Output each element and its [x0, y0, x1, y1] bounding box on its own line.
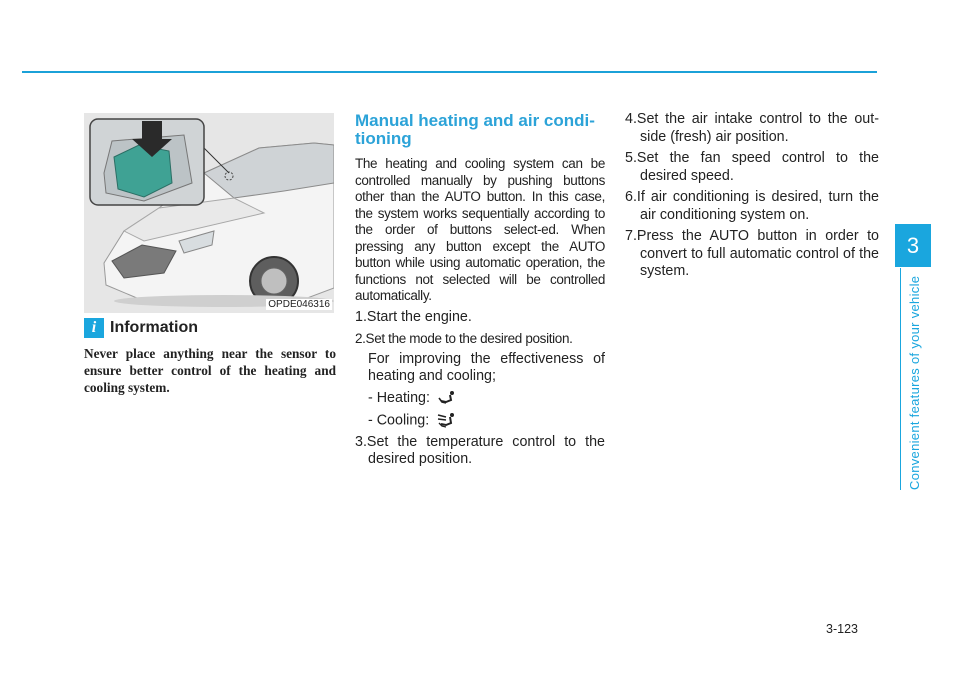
- section-intro: The heating and cooling system can be controlled manually by pushing buttons other than the AUTO button. In this case, the system works sequentially according to the order of buttons select-ed. When pressing any button except the AUTO button while using automatic operation, the functions not selected will be controlled automatically.: [355, 156, 605, 303]
- step-4: 4.Set the air intake control to the out-side (fresh) air position.: [625, 111, 879, 145]
- cooling-mode-line: [355, 412, 605, 429]
- cooling-label: - Cooling:: [368, 411, 430, 428]
- floor-mode-icon: [438, 390, 456, 406]
- information-title: Information: [110, 319, 198, 336]
- section-title: Manual heating and air condi-tioning: [355, 111, 595, 148]
- step-5: 5.Set the fan speed control to the desired speed.: [625, 150, 879, 184]
- sensor-location-figure: [84, 113, 334, 313]
- step-7: 7.Press the AUTO button in order to convert to full automatic control of the system.: [625, 228, 879, 279]
- manual-section-column: [355, 112, 605, 472]
- step-2-note: For improving the effectiveness of heating and cooling;: [368, 350, 605, 384]
- information-text: Never place anything near the sensor to ensure better control of the heating and cooling system.: [84, 346, 336, 395]
- face-mode-icon: [437, 412, 457, 429]
- info-icon: i: [84, 318, 104, 338]
- step-2: 2.Set the mode to the desired position.: [355, 330, 573, 346]
- chapter-title: Convenient features of your vehicle: [907, 275, 922, 490]
- steps-column: [625, 111, 879, 285]
- car-illustration: [84, 113, 334, 313]
- step-6: 6.If air conditioning is desired, turn the air conditioning system on.: [625, 189, 879, 223]
- step-1: 1.Start the engine.: [355, 308, 472, 325]
- chapter-tab-line: [900, 268, 901, 490]
- step-3: 3.Set the temperature control to the desired position.: [355, 433, 605, 467]
- heating-label: - Heating:: [368, 389, 430, 406]
- chapter-number: 3: [906, 232, 920, 258]
- header-rule: [22, 71, 877, 73]
- figure-code: OPDE046316: [268, 299, 330, 310]
- information-header: [84, 318, 198, 338]
- page-number: 3-123: [826, 622, 858, 636]
- heating-mode-line: [355, 390, 605, 407]
